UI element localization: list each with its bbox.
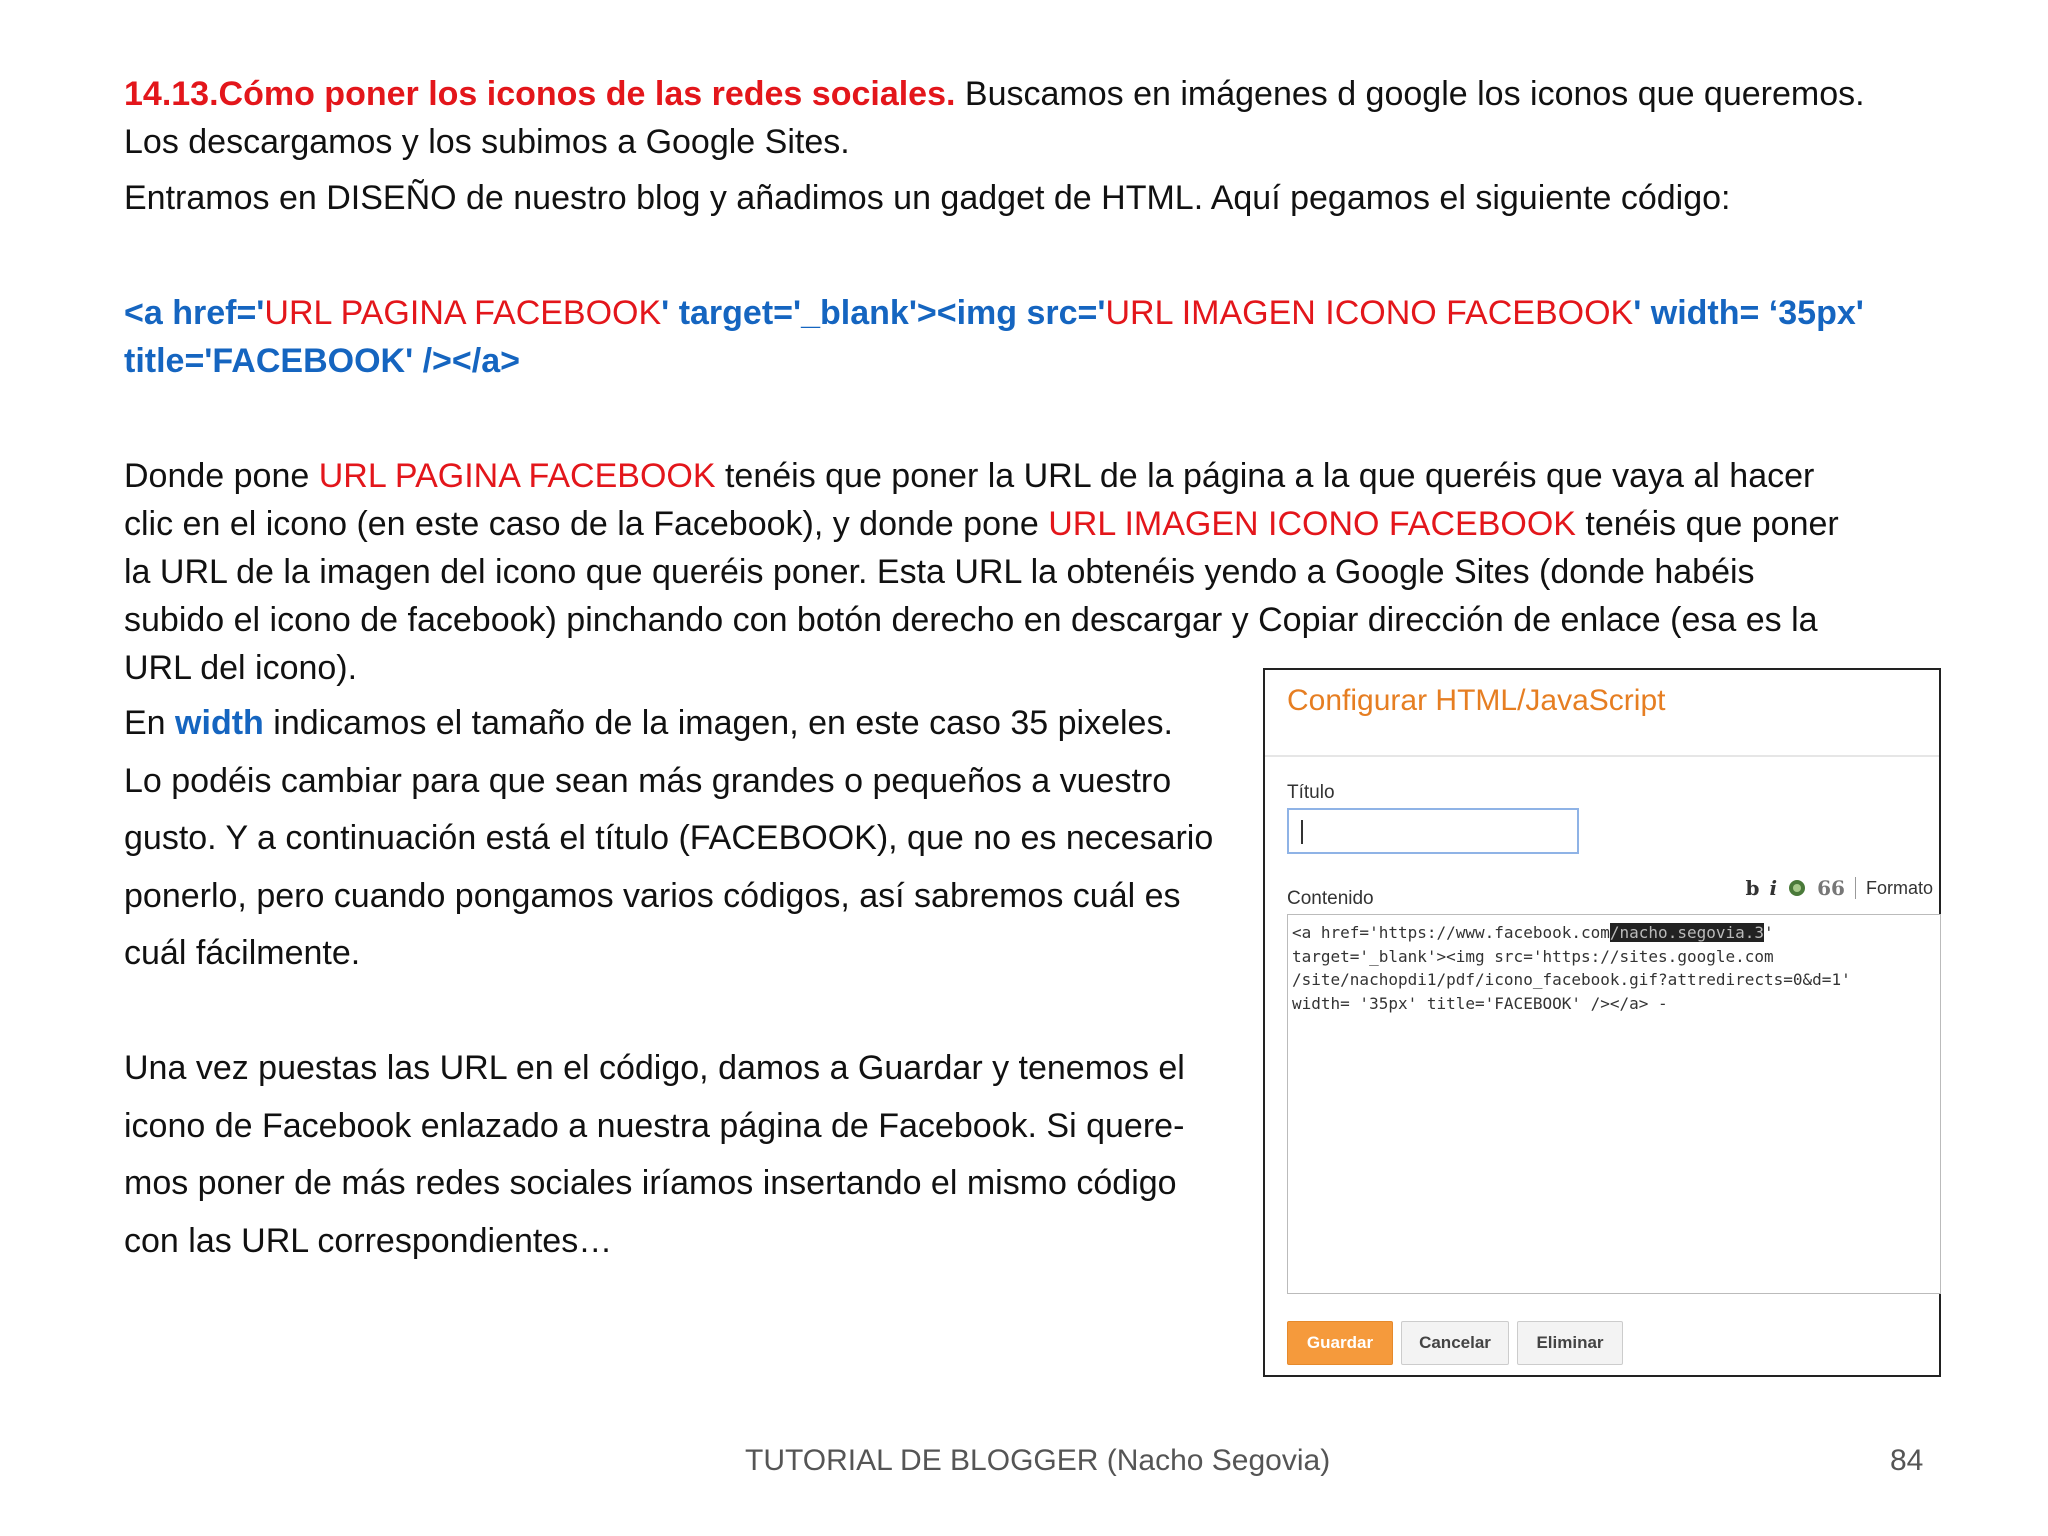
text: subido el icono de facebook) pinchando con botón derecho en descargar y Copiar dirección de enlace (esa es la xyxy=(124,601,1818,639)
highlight-icon-url: URL IMAGEN ICONO FACEBOOK xyxy=(1048,505,1576,543)
text-caret xyxy=(1301,820,1303,844)
html-javascript-dialog xyxy=(1263,668,1941,1377)
editor-toolbar xyxy=(1746,876,1933,900)
delete-button[interactable]: Eliminar xyxy=(1517,1321,1623,1365)
code-line: /site/nachopdi1/pdf/icono_facebook.gif?attredirects=0&d=1' xyxy=(1292,970,1851,989)
dialog-title: Configurar HTML/JavaScript xyxy=(1287,684,1666,717)
italic-button[interactable]: i xyxy=(1769,876,1778,900)
heading-paragraph xyxy=(124,70,1865,166)
link-icon[interactable] xyxy=(1787,878,1807,898)
code-part: ' target='_blank'><img src=' xyxy=(661,294,1106,332)
text: En xyxy=(124,704,176,742)
text: gusto. Y a continuación está el título (FACEBOOK), que no es necesario xyxy=(124,819,1214,857)
text: mos poner de más redes sociales iríamos insertando el mismo código xyxy=(124,1164,1177,1202)
highlight-page-url: URL PAGINA FACEBOOK xyxy=(318,457,716,495)
code-part: ' width= ‘35px' xyxy=(1633,294,1864,332)
text: cuál fácilmente. xyxy=(124,934,361,972)
text: ponerlo, pero cuando pongamos varios códigos, así sabremos cuál es xyxy=(124,876,1181,915)
text: clic en el icono (en este caso de la Facebook), y donde pone xyxy=(124,505,1049,543)
text: Donde pone xyxy=(124,457,319,495)
intro-line-2: Los descargamos y los subimos a Google Sites. xyxy=(124,123,850,161)
text: Una vez puestas las URL en el código, damos a Guardar y tenemos el xyxy=(124,1049,1185,1087)
code-line: width= '35px' title='FACEBOOK' /></a> - xyxy=(1292,993,1668,1013)
text: tenéis que poner xyxy=(1575,505,1839,543)
width-keyword: width xyxy=(175,704,264,742)
code-line: target='_blank'><img src='https://sites.google.com xyxy=(1292,946,1774,966)
section-title: 14.13.Cómo poner los iconos de las redes sociales. xyxy=(124,75,956,113)
titulo-label: Título xyxy=(1287,782,1335,803)
format-menu[interactable]: Formato xyxy=(1865,877,1933,898)
instruction-line: Entramos en DISEÑO de nuestro blog y añadimos un gadget de HTML. Aquí pegamos el siguiente código: xyxy=(124,179,1731,217)
text: Lo podéis cambiar para que sean más grandes o pequeños a vuestro xyxy=(124,761,1172,800)
content-textarea[interactable] xyxy=(1287,914,1941,1294)
title-input[interactable] xyxy=(1287,808,1579,854)
footer-title: TUTORIAL DE BLOGGER (Nacho Segovia) xyxy=(745,1444,1331,1477)
text: la URL de la imagen del icono que queréis poner. Esta URL la obtenéis yendo a Google Sites (donde habéis xyxy=(124,553,1755,591)
code-snippet xyxy=(124,289,1864,385)
cancel-button[interactable]: Cancelar xyxy=(1401,1321,1509,1365)
explanation-paragraph xyxy=(124,452,1839,692)
code-line: <a href='https://www.facebook.com xyxy=(1292,923,1610,942)
text: con las URL correspondientes… xyxy=(124,1221,613,1260)
text: tenéis que poner la URL de la página a la que queréis que vaya al hacer xyxy=(715,457,1815,495)
text: URL del icono). xyxy=(124,649,358,687)
code-line: ' xyxy=(1764,923,1774,942)
text: indicamos el tamaño de la imagen, en este caso 35 pixeles. xyxy=(263,704,1173,742)
text: icono de Facebook enlazado a nuestra página de Facebook. Si quere- xyxy=(124,1106,1185,1145)
code-part: title='FACEBOOK' /></a> xyxy=(124,342,520,380)
code-placeholder-icon-url: URL IMAGEN ICONO FACEBOOK xyxy=(1105,294,1634,332)
code-placeholder-page-url: URL PAGINA FACEBOOK xyxy=(264,294,662,332)
intro-text: Buscamos en imágenes d google los iconos que queremos. xyxy=(955,75,1865,113)
code-selection: /nacho.segovia.3 xyxy=(1609,923,1765,942)
bold-button[interactable]: b xyxy=(1745,876,1760,900)
save-button[interactable]: Guardar xyxy=(1287,1321,1393,1365)
page-number: 84 xyxy=(1890,1444,1924,1477)
divider xyxy=(1265,755,1939,757)
contenido-label: Contenido xyxy=(1287,888,1374,909)
quote-button[interactable]: 66 xyxy=(1817,876,1845,900)
toolbar-separator xyxy=(1855,877,1856,899)
width-paragraph xyxy=(124,695,1274,983)
final-paragraph xyxy=(124,1040,1274,1270)
code-part: <a href=' xyxy=(124,294,265,332)
